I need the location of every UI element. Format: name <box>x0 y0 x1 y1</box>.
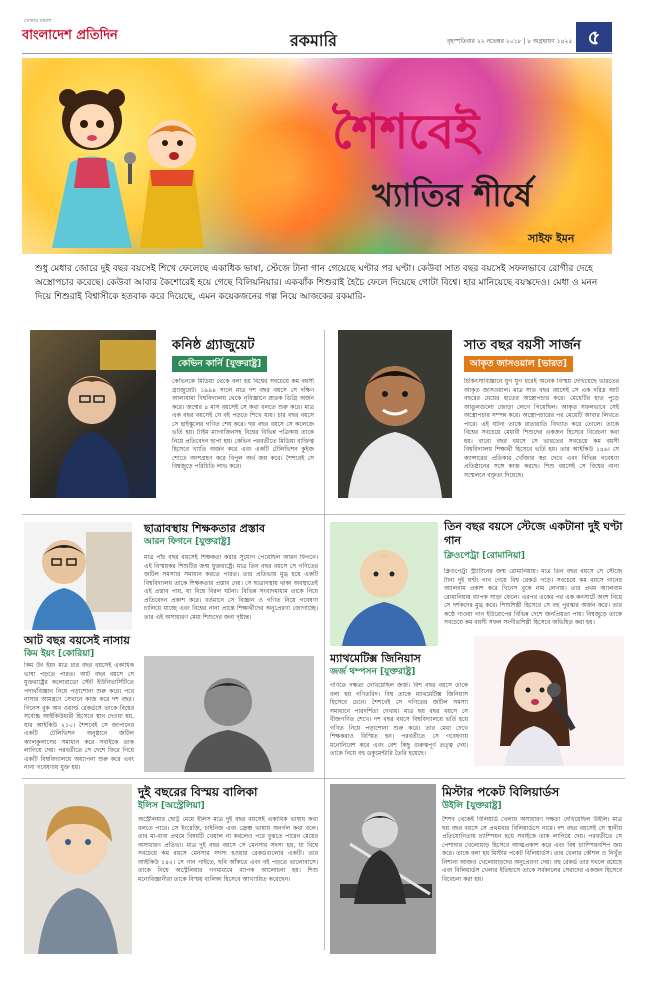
card-two-year-wonder <box>22 782 320 958</box>
elise-photo <box>24 784 132 954</box>
card-title: মিস্টার পকেট বিলিয়ার্ডস <box>442 785 560 799</box>
card-body: শৈশব থেকেই বিলিয়ার্ড খেলায় অসাধারণ দক্ষতা দেখিয়েছিল উইলি। মাত্র ছয় বছর বয়সে সে প্রথমবার বিলিয়ার্ডসে নামে। দশ বছর বয়সেই সে স্থানীয় প্রতিযোগিতায় চ্যাম্পিয়ন হয়ে সবাইকে তাক লাগিয়ে দেয়। পরবর্তীতে সে পেশাদার খেলোয়াড় হিসেবে আত্মপ্রকাশ করে এবং বিশ্ব চ্যাম্পিয়নশিপ জয় করে। তাকে বলা হয় মিস্টার পকেট বিলিয়ার্ডস। তার খেলার কৌশল ও নিখুঁত নিশানা আজও খেলোয়াড়দের অনুপ্রেরণা দেয়। বহু রেকর্ড তার দখলে রয়েছে এবং বিলিয়ার্ডস খেলার ইতিহাসে তাকে সর্বকালের সেরাদের একজন হিসেবে বিবেচনা করা হয়। <box>442 816 622 883</box>
cleopatra-singing-photo <box>474 636 624 766</box>
card-youngest-graduate <box>22 322 319 512</box>
card-body: চিকিৎসাবিজ্ঞানে যুগ যুগ ধরেই অনেক বিস্ময় দেখিয়েছে ভারতের আকৃত জাসওয়াল। মাত্র সাত বছর বয়সেই সে এক দরিদ্র আট বছরের মেয়ের হাতের অস্ত্রোপচার করে। মেয়েটির হাত পুড়ে আঙুলগুলো জোড়া লেগে গিয়েছিল। আকৃত সফলভাবে সেই অস্ত্রোপচার সম্পন্ন করে। অস্ত্রোপচারের পর মেয়েটি আবার লিখতে পারে। এই ঘটনা তাকে রাতারাতি বিখ্যাত করে তোলে। তাকে বিশ্বের সবচেয়ে মেধাবী শিশুদের একজন হিসেবে বিবেচনা করা হয়। বারো বছর বয়সে সে ভারতের সবচেয়ে কম বয়সী বিশ্ববিদ্যালয় শিক্ষার্থী হিসেবে ভর্তি হয়। তার আইকিউ ১৪৬। সে ক্যান্সারের প্রতিকার খোঁজার স্বপ্ন দেখে এবং বিভিন্ন গবেষণা প্রতিষ্ঠানের সঙ্গে কাজ করছে। শিশু বয়সেই সে বিশ্বের নানা সম্মেলনে বক্তৃতা দিয়েছে। <box>464 378 619 479</box>
card-body: মাত্র পাঁচ বছর বয়সেই শিক্ষকতা করার সুযোগ পেয়েছিল আরন ফিগনে। এই বিস্ময়কর শিশুটির জন্ম যুক্তরাষ্ট্রে। মাত্র তিন বছর বয়সে সে গণিতের জটিল সমস্যার সমাধান করতে পারত। তার প্রতিভায় মুগ্ধ হয়ে একটি বিশ্ববিদ্যালয় তাকে শিক্ষকতার প্রস্তাব দেয়। সে ছাত্রাবস্থায় থাকা অবস্থাতেই এই প্রস্তাব পায়, যা বিশ্বে বিরল ঘটনা। বিভিন্ন সংবাদমাধ্যম তাকে নিয়ে প্রতিবেদন প্রকাশ করে। বর্তমানে সে বিজ্ঞান ও গণিত নিয়ে গবেষণা চালিয়ে যাচ্ছে এবং বিশ্বের নানা প্রান্তে শিক্ষার্থীদের অনুপ্রেরণা জোগাচ্ছে। তার এই অসাধারণ মেধা শিশুদের জন্য দৃষ্টান্ত। <box>144 554 318 621</box>
card-title: সাত বছর বয়সী সার্জন <box>464 338 581 353</box>
card-name-label: আকৃত জাসওয়াল [ভারত] <box>464 356 573 372</box>
card-title: ম্যাথমেটিক্স জিনিয়াস <box>330 652 421 665</box>
akrit-photo <box>338 330 452 498</box>
card-name-label: আরন ফিগনে [যুক্তরাষ্ট্র] <box>144 537 231 547</box>
card-seven-year-surgeon <box>330 322 625 512</box>
dateline: বৃহস্পতিবার ২২ নভেম্বর ২০১৮ | ৮ অগ্রহায়ণ ১৪২৫ <box>447 38 573 45</box>
card-name-label: উইলি [যুক্তরাষ্ট্র] <box>442 801 502 811</box>
section-title: রকমারি <box>290 31 337 50</box>
card-title: ছাত্রাবস্থায় শিক্ষকতার প্রস্তাব <box>144 522 266 535</box>
logo-tagline: সোনার বাংলা <box>24 18 52 24</box>
page-header <box>0 0 650 58</box>
boy-photo <box>330 522 438 646</box>
card-body: অস্ট্রেলিয়ার ছোট্ট মেয়ে ইলিস মাত্র দুই বছর বয়সেই একাধিক ভাষায় কথা বলতে পারে। সে ইংরেজি, চাইনিজ এবং ফ্রেঞ্চ ভাষায় অনর্গল কথা বলে। তার মা-বাবা প্রথমে বিষয়টি খেয়াল না করলেও পরে বুঝতে পারেন মেয়ের অসাধারণ প্রতিভা। মাত্র দুই বছর বয়সে সে মেনসার সদস্য হয়, যা বিশ্বে সবচেয়ে কম বয়সে মেনসার সদস্য হওয়ার রেকর্ডগুলোর একটি। তার আইকিউ ১৪২। সে গান গাইতে, ছবি আঁকতে এবং বই পড়তে ভালোবাসে। তাকে নিয়ে অস্ট্রেলিয়ার গণমাধ্যমে ব্যাপক আলোচনা হয়। শিশু মনোবিজ্ঞানীরা তাকে বিস্ময় বালিকা হিসেবে আখ্যায়িত করেছেন। <box>138 816 318 883</box>
byline: সাইফ ইমন <box>528 232 575 245</box>
card-name-label: জর্জ থম্পসন [যুক্তরাষ্ট্র] <box>330 667 416 677</box>
card-title: আট বছর বয়সেই নাসায় <box>24 634 130 647</box>
aaron-photo <box>144 656 314 772</box>
card-body: কেভিনকে মিডিয়া থেকে বলা হয় বিশ্বের সবচেয়ে কম বয়সী গ্র্যাজুয়েট। ১৯৯৪ সালে মাত্র দশ বছর বয়সে সে দক্ষিণ আলাবামা বিশ্ববিদ্যালয় থেকে নৃবিজ্ঞানে স্নাতক ডিগ্রি অর্জন করে। জন্মের ৪ মাস বয়সেই সে কথা বলতে শুরু করে। মাত্র এক বছর বয়সেই সে বই পড়তে শিখে যায়। চার বছর বয়সে সে হাইস্কুলের গণিত শেষ করে। ছয় বছর বয়সে সে কলেজে ভর্তি হয়। টাইম ম্যাগাজিনসহ বিশ্বের বিভিন্ন পত্রিকায় তাকে নিয়ে প্রতিবেদন ছাপা হয়। কেভিন পরবর্তীতে মিডিয়া ব্যক্তিত্ব হিসেবে খ্যাতি অর্জন করে এবং একটি টেলিভিশন কুইজ শোতে অংশগ্রহণ করে বিপুল অর্থ জয় করে। শৈশবেই সে বিশ্বজুড়ে পরিচিতি লাভ করে। <box>172 378 314 470</box>
card-title: তিন বছর বয়সে স্টেজে একটানা দুই ঘণ্টা গান <box>444 520 623 547</box>
newspaper-logo <box>22 18 118 47</box>
logo-text: বাংলাদেশ প্রতিদিন <box>22 28 118 43</box>
card-body: ক্লিওপেট্রা স্ট্র্যাটানের জন্ম রোমানিয়ায়। মাত্র তিন বছর বয়সে সে স্টেজে টানা দুই ঘণ্টা গান গেয়ে বিশ্ব রেকর্ড গড়ে। সবচেয়ে কম বয়সে গানের অ্যালবাম প্রকাশ করে গিনেস বুকে নাম লেখায়। তার প্রথম অ্যালবাম রোমানিয়ায় ব্যাপক সাড়া ফেলে। এরপর একের পর এক কনসার্টে অংশ নিয়ে সে দর্শকদের মুগ্ধ করে। শিশুশিল্পী হিসেবে সে বহু পুরস্কার অর্জন করে। তার কণ্ঠে গাওয়া গান ইউরোপের বিভিন্ন দেশে জনপ্রিয়তা পায়। বিশ্বজুড়ে তাকে সবচেয়ে কম বয়সী সফল সংগীতশিল্পী হিসেবে অভিহিত করা হয়। <box>444 568 622 626</box>
card-name-label: কিম ইয়ং [কোরিয়া] <box>24 649 95 659</box>
card-title: দুই বছরের বিস্ময় বালিকা <box>138 785 258 799</box>
card-name-label: ক্লিওপেট্রা [রোমানিয়া] <box>444 551 526 561</box>
card-math-genius <box>330 648 470 776</box>
page-number: ৫ <box>576 22 612 52</box>
card-title: কনিষ্ঠ গ্র্যাজুয়েট <box>172 338 255 353</box>
hero-title: শৈশবেই <box>332 104 480 160</box>
row-divider <box>22 514 625 515</box>
card-name-label: কেভিন কার্নি [যুক্তরাষ্ট্র] <box>172 356 267 372</box>
kim-photo <box>24 522 132 630</box>
row-divider <box>22 778 625 779</box>
card-body: গণিতে দক্ষতা দেখিয়েছিল জর্জ। বিশ বছর বয়সে তাকে বলা হয় গণিতবিদ। বিশ্ব তাকে ম্যাথমেটিক্স জিনিয়াস হিসেবে চেনে। শৈশবেই সে গণিতের জটিল সমস্যা সমাধানে পারদর্শিতা দেখায়। মাত্র ছয় বছর বয়সে সে বীজগণিত শেখে। দশ বছর বয়সে বিশ্ববিদ্যালয়ে ভর্তি হয়ে গণিত নিয়ে পড়াশোনা শুরু করে। তার মেধা দেখে শিক্ষকরাও বিস্মিত হন। পরবর্তীতে সে গবেষণায় মনোনিবেশ করে এবং বেশ কিছু গুরুত্বপূর্ণ তত্ত্ব দেয়। তাকে নিয়ে বহু ডকুমেন্টারি তৈরি হয়েছে। <box>330 682 468 757</box>
card-teaching-offer <box>140 518 320 776</box>
card-body-kim: কিম উং ইয়ং মাত্র চার বছর বয়সেই একাধিক ভাষা পড়তে পারত। আট বছর বয়সে সে যুক্তরাষ্ট্রের কলোরাডো স্টেট ইউনিভার্সিটিতে পদার্থবিজ্ঞান নিয়ে পড়াশোনা শুরু করে। পরে নাসার আমন্ত্রণে সেখানে কাজ করে দশ বছর। গিনেস বুক অব ওয়ার্ল্ড রেকর্ডসে তাকে বিশ্বের সর্বোচ্চ আইকিউধারী হিসেবে স্থান দেওয়া হয়, যার আইকিউ ২১০। শৈশবেই সে জাপানের একটি টেলিভিশন অনুষ্ঠানে জটিল ক্যালকুলাসের সমাধান করে সবাইকে তাক লাগিয়ে দেয়। পরবর্তীতে সে দেশে ফিরে গিয়ে একটি বিশ্ববিদ্যালয়ে অধ্যাপনা শুরু করে এবং নানা গবেষণায় যুক্ত হয়। <box>24 662 134 771</box>
header-rule <box>22 53 612 54</box>
card-pocket-billiards <box>330 782 625 958</box>
willie-photo <box>330 784 436 954</box>
column-divider <box>324 330 325 950</box>
hero-banner <box>22 58 612 254</box>
hero-subtitle: খ্যাতির শীর্ষে <box>372 176 533 214</box>
intro-paragraph: শুধু মেধার জোরে দুই বছর বয়সেই শিখে ফেলেছে একাধিক ভাষা, স্টেজে টানা গান গেয়েছে ঘণ্টার পর ঘণ্টা। কেউবা সাত বছর বয়সেই সফলভাবে রোগীর দেহে অস্ত্রোপচার করেছে। কেউবা আবার কৈশোরেই হয়ে গেছে বিলিয়নিয়ার। একঝাঁক শিশুরাই হৈচৈ ফেলে দিয়েছে গোটা বিশ্বে। হার মানিয়েছে বয়স্কদেও। মেধা ও মনন দিয়ে শিশুরাই বিশ্বাসীকে হতবাক করে দিয়েছে, এমন কয়েকজনের গল্প নিয়ে আজকের রকমারি- <box>35 264 598 302</box>
card-name-label: ইলিস [অস্ট্রেলিয়া] <box>138 801 205 811</box>
kevin-photo <box>30 330 156 498</box>
kids-illustration <box>22 58 222 254</box>
